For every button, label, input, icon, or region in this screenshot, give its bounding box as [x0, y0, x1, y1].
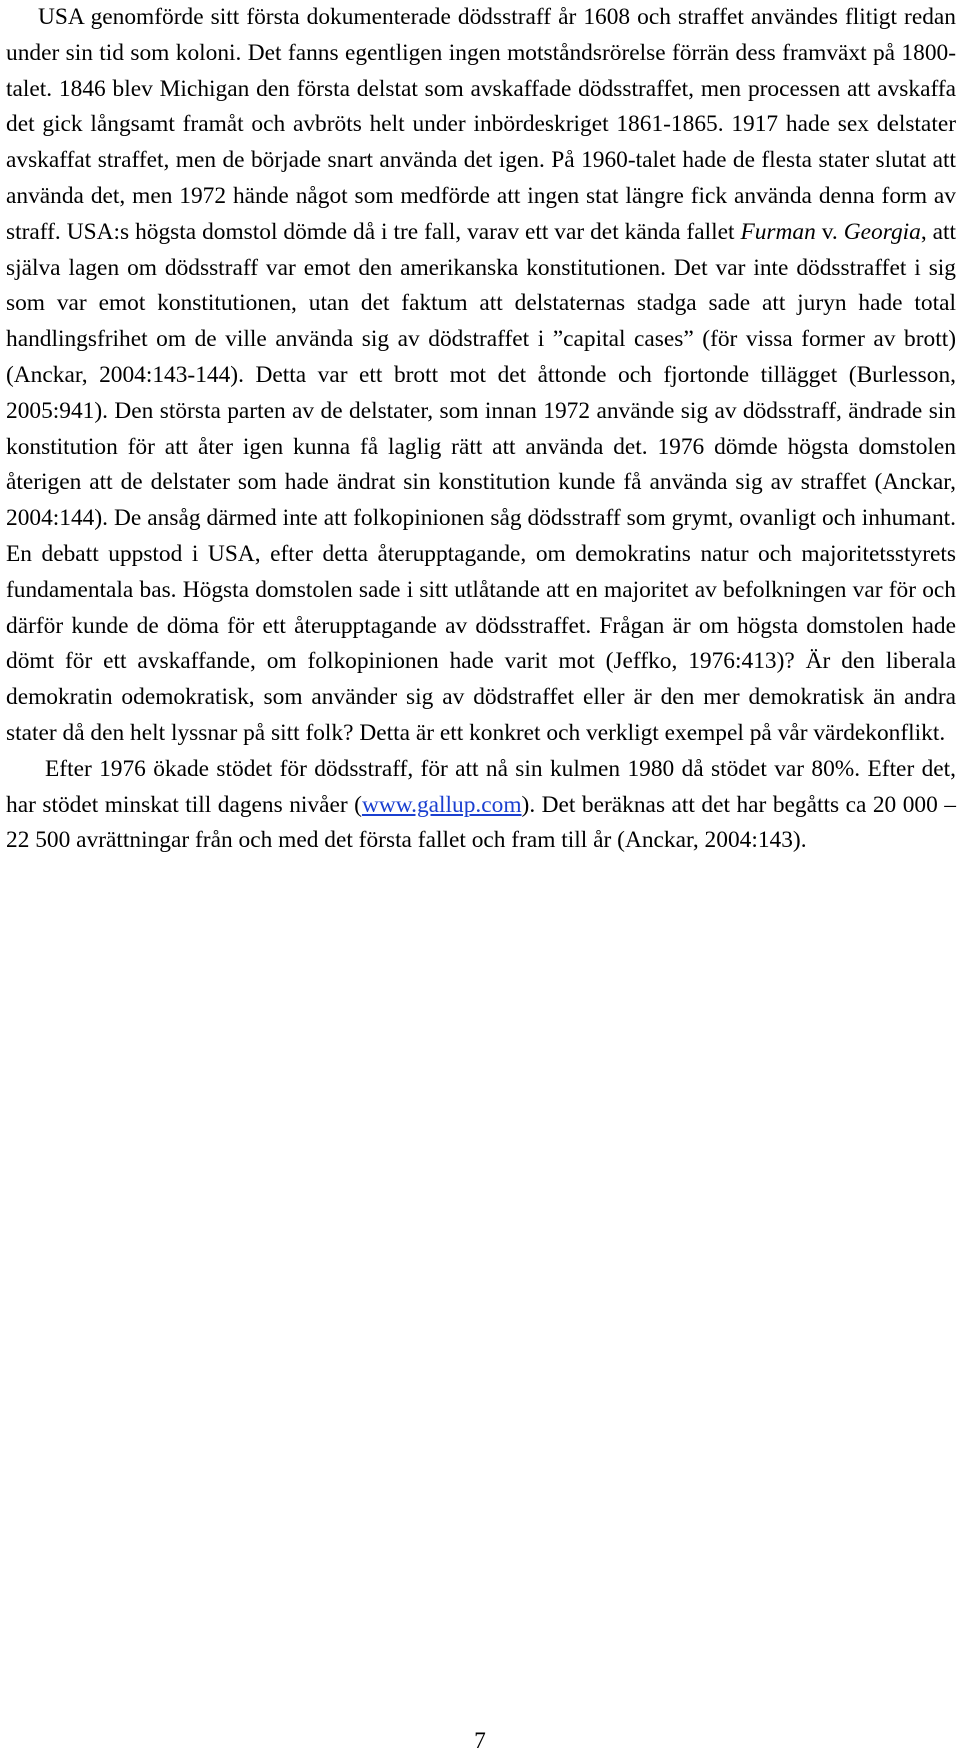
case-name-furman: Furman	[740, 218, 816, 245]
gallup-link[interactable]: www.gallup.com	[361, 791, 522, 818]
body-text	[6, 0, 956, 859]
page-number: 7	[474, 1728, 486, 1754]
case-name-georgia: Georgia	[843, 218, 921, 245]
paragraph-death-penalty-history	[6, 0, 956, 752]
paragraph-public-support	[6, 752, 956, 859]
paragraph-text: Efter 1976 ökade stödet för dödsstraff, för att nå sin kulmen 1980 då stödet var 80%. Efter det, har stödet minskat till dagens nivåer (	[6, 755, 956, 818]
paragraph-text: v.	[815, 218, 844, 245]
paragraph-text: USA genomförde sitt första dokumenterade dödsstraff år 1608 och straffet användes flitigt redan under sin tid som koloni. Det fanns egentligen ingen motståndsrörelse förrän dess framväxt på 1800-talet. 1846 blev Michigan den första delstat som avskaffade dödsstraffet, men processen att avskaffa det gick långsamt framåt och avbröts helt under inbördeskriget 1861-1865. 1917 hade sex delstater avskaffat straffet, men de började snart använda det igen. På 1960-talet hade de flesta stater slutat att använda det, men 1972 hände något som medförde att ingen stat längre fick använda denna form av straff. USA:s högsta domstol dömde då i tre fall, varav ett var det kända fallet	[6, 4, 956, 245]
paragraph-text: , att själva lagen om dödsstraff var emot den amerikanska konstitutionen. Det var inte dödsstraffet i sig som var emot konstitutionen, utan det faktum att delstaternas stadga sade att juryn hade total handlingsfrihet om de ville använda sig av dödstraffet i ”capital cases” (för vissa former av brott) (Anckar, 2004:143-144). Detta var ett brott mot det åttonde och fjortonde tillägget (Burlesson, 2005:941). Den största parten av de delstater, som innan 1972 använde sig av dödsstraff, ändrade sin konstitution för att åter igen kunna få laglig rätt att använda det. 1976 dömde högsta domstolen återigen att de delstater som hade ändrat sin konstitution kunde få använda sig av straffet (Anckar, 2004:144). De ansåg därmed inte att folkopinionen såg dödsstraff som grymt, ovanligt och inhumant. En debatt uppstod i USA, efter detta återupptagande, om demokratins natur och majoritetsstyrets fundamentala bas. Högsta domstolen sade i sitt utlåtande att en majoritet av befolkningen var för och därför kunde de döma för ett återupptagande av dödsstraffet. Frågan är om högsta domstolen hade dömt för ett avskaffande, om folkopinionen hade varit mot (Jeffko, 1976:413)? Är den liberala demokratin odemokratisk, som använder sig av dödstraffet eller är den mer demokratisk än andra stater då den helt lyssnar på sitt folk? Detta är ett konkret och verkligt exempel på vår värdekonflikt.	[6, 218, 957, 746]
paragraph-text: ). Det beräknas att det har begåtts ca 20 000 – 22 500 avrättningar från och med det första fallet och fram till år (Anckar, 2004:143).	[6, 791, 956, 854]
